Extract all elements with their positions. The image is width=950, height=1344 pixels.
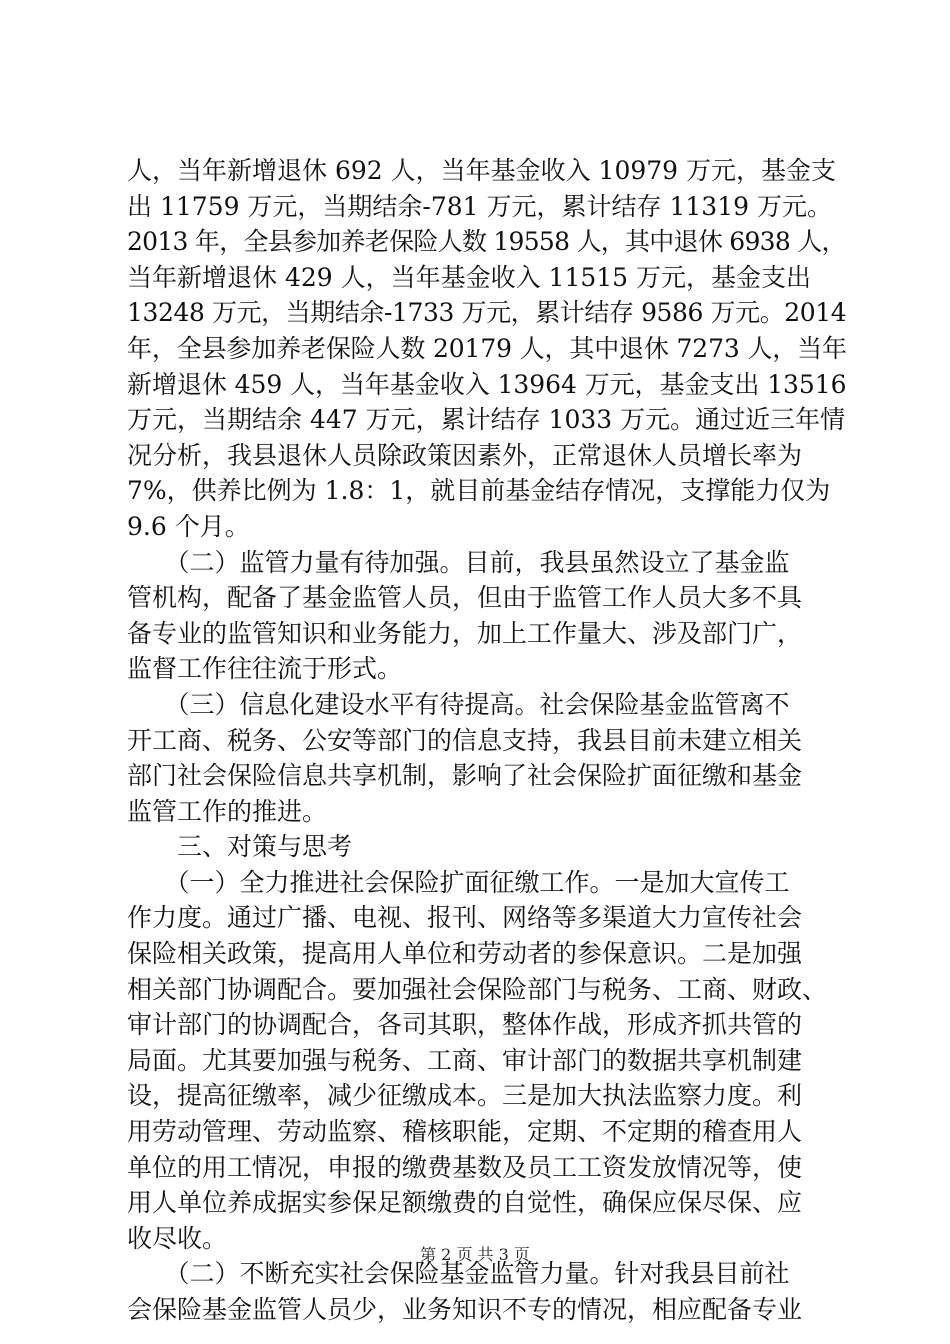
text-line: 用劳动管理、劳动监察、稽核职能，定期、不定期的稽查用人 xyxy=(127,1117,803,1147)
text-line: 人，当年新增退休 692 人，当年基金收入 10979 万元，基金支 xyxy=(127,156,837,185)
text-line: 收尽收。 xyxy=(127,1223,228,1253)
text-line: 13248 万元，当期结余-1733 万元，累计结存 9586 万元。2014 xyxy=(127,298,847,328)
text-line: 设，提高征缴率，减少征缴成本。三是加大执法监察力度。利 xyxy=(127,1081,803,1111)
text-line: 审计部门的协调配合，各司其职，整体作战，形成齐抓共管的 xyxy=(127,1010,803,1040)
text-line: 局面。尤其要加强与税务、工商、审计部门的数据共享机制建 xyxy=(127,1045,803,1075)
text-line: 年，全县参加养老保险人数 20179 人，其中退休 7273 人，当年 xyxy=(127,333,847,363)
text-line: 保险相关政策，提高用人单位和劳动者的参保意识。二是加强 xyxy=(127,939,803,969)
text-line: 当年新增退休 429 人，当年基金收入 11515 万元，基金支出 xyxy=(127,262,812,292)
text-line: 开工商、税务、公安等部门的信息支持，我县目前未建立相关 xyxy=(127,725,803,755)
text-line: 单位的用工情况，申报的缴费基数及员工工资发放情况等，使 xyxy=(127,1152,803,1182)
text-line: 监督工作往往流于形式。 xyxy=(127,654,403,684)
text-line: 出 11759 万元，当期结余-781 万元，累计结存 11319 万元。 xyxy=(127,191,832,221)
text-line: 管机构，配备了基金监管人员，但由于监管工作人员大多不具 xyxy=(127,583,803,613)
text-line: 用人单位养成据实参保足额缴费的自觉性，确保应保尽保、应 xyxy=(127,1188,803,1218)
text-line: （一）全力推进社会保险扩面征缴工作。一是加大宣传工 xyxy=(127,867,790,897)
text-line: 作力度。通过广播、电视、报刊、网络等多渠道大力宣传社会 xyxy=(127,903,803,933)
text-line: 万元，当期结余 447 万元，累计结存 1033 万元。通过近三年情 xyxy=(127,405,846,435)
page-footer: 第 2 页 共 3 页 xyxy=(420,1245,530,1264)
text-line: 7%，供养比例为 1.8：1，就目前基金结存情况，支撑能力仅为 xyxy=(127,476,831,506)
text-line: 2013 年，全县参加养老保险人数 19558 人，其中退休 6938 人， xyxy=(127,227,846,257)
text-line: 相关部门协调配合。要加强社会保险部门与税务、工商、财政、 xyxy=(127,974,828,1004)
body-text xyxy=(127,153,847,1328)
text-line: 三、对策与思考 xyxy=(127,832,353,862)
text-line: （二）不断充实社会保险基金监管力量。针对我县目前社 xyxy=(127,1259,790,1289)
text-line: 新增退休 459 人，当年基金收入 13964 万元，基金支出 13516 xyxy=(127,369,847,399)
text-line: 会保险基金监管人员少，业务知识不专的情况，相应配备专业 xyxy=(127,1295,803,1324)
text-line: 备专业的监管知识和业务能力，加上工作量大、涉及部门广， xyxy=(127,618,803,648)
text-line: 况分析，我县退休人员除政策因素外，正常退休人员增长率为 xyxy=(127,440,803,470)
text-line: 部门社会保险信息共享机制，影响了社会保险扩面征缴和基金 xyxy=(127,761,803,791)
text-line: 9.6 个月。 xyxy=(127,511,250,541)
text-line: （二）监管力量有待加强。目前，我县虽然设立了基金监 xyxy=(127,547,790,577)
text-line: （三）信息化建设水平有待提高。社会保险基金监管离不 xyxy=(127,689,790,719)
text-line: 监管工作的推进。 xyxy=(127,796,328,826)
